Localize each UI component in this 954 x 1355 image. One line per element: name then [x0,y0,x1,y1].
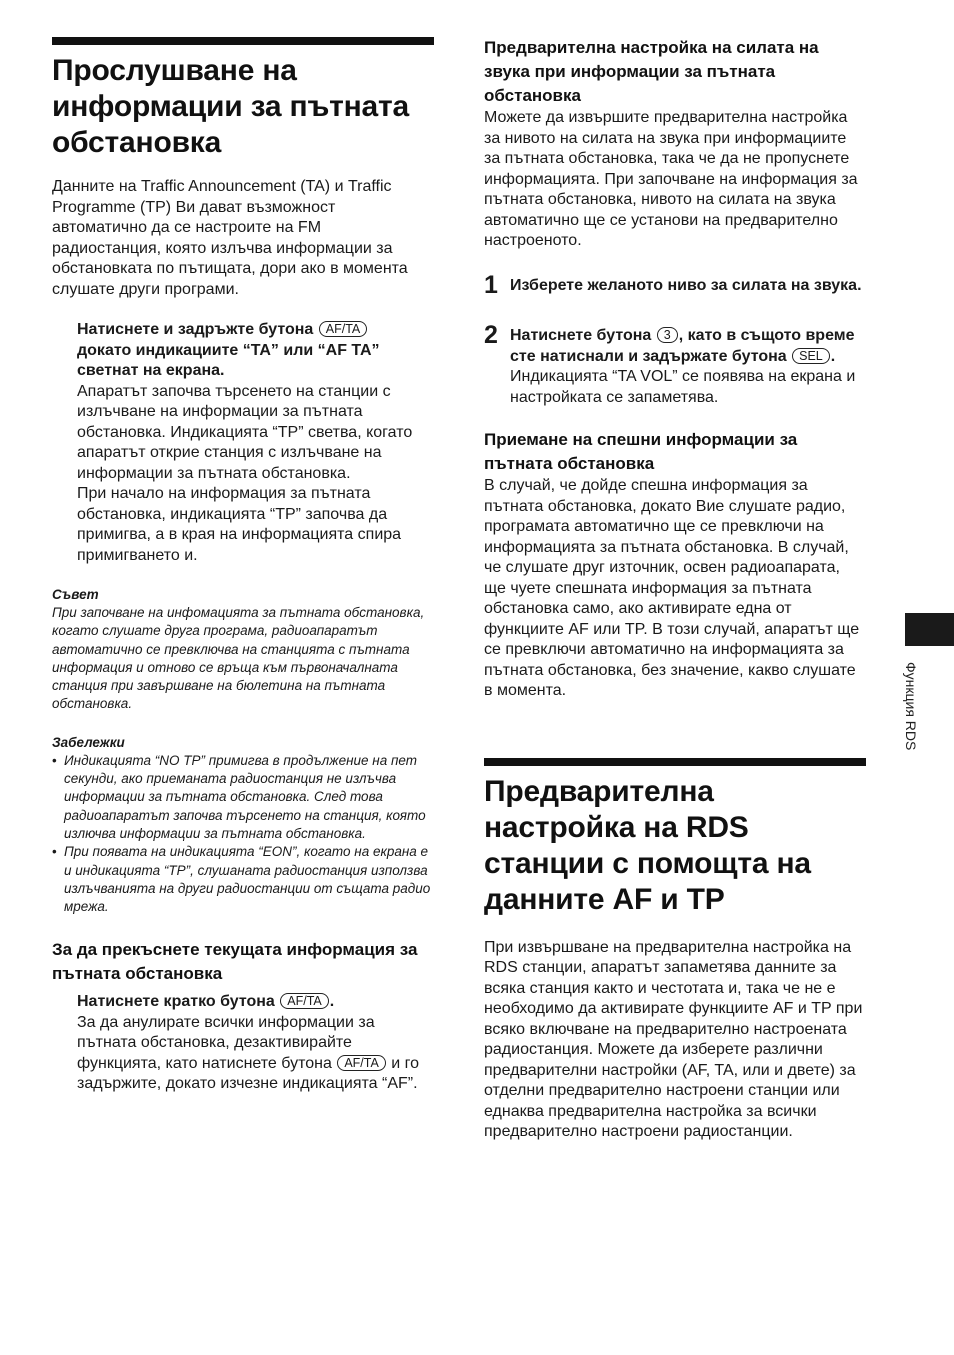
cancel-body-text-b: и го задържите, докато изчезне индикацията “AF”. [77,1054,420,1093]
chapter-side-label: Функция RDS [903,662,919,751]
key-afta-label: AF/TA [280,993,329,1009]
step-2 [484,321,866,408]
notes-list [52,752,434,917]
intro-paragraph: Данните на Traffic Announcement (TA) и Traffic Programme (TP) Ви дават възможност автоматично да се настроите на FM радиостанция, която излъчва информации за обстановката по пътищата, дори ако в момента слушате други програми. [52,178,408,298]
left-column [52,0,434,1095]
notes-heading: Забележки [52,734,125,750]
instruction-body-1: Апаратът започва търсенето на станции с излъчване на информации за пътната обстановка. Индикацията “TP” светва, когато апаратът открие станция с излъчване на информации за пътната обстановка. [77,382,413,482]
step-2-text-b: , като в същото време сте натиснали и задържате бутона [510,327,855,365]
section-title-rds-preset: Предварителна настройка на RDS станции с помощта на данните AF и TP [484,774,811,916]
key-3-label: 3 [657,327,678,343]
instruction-body-2: При начало на информация за пътната обстановка, индикацията “TP” започва да примигва, а в края на информацията спира примигването и. [77,485,402,564]
cancel-body-text-a: За да анулирате всички информации за пътната обстановка, дезактивирайте функцията, като натиснете бутона [77,1013,375,1072]
rds-preset-body: При извършване на предварителна настройка на RDS станции, апаратът запаметява данните за всяка станция както и честотата и, така че не е необходимо да активирате функциите AF и TP при всяко включване на предварително настроената радиостанция. Можете да изберете различни предварителни настройки (AF, TA, или и двете) за отделни предварително настроени станции или еднаква предварителна настройка за всички предварително настроени радиостанции. [484,938,863,1140]
step-2-text: Натиснете бутона 3 , като в същото време сте натиснали и задържате бутона SEL . [510,327,855,365]
section-title-traffic-info: Прослушване на информации за пътната обстановка [52,54,410,159]
step-1-text: Изберете желаното ниво за силата на звука. [510,276,862,294]
instruction-text-a: Натиснете и задръжте бутона [77,321,314,338]
key-afta-label: AF/TA [319,321,368,337]
emergency-body: В случай, че дойде спешна информация за пътната обстановка, докато Вие слушате радио, програмата автоматично ще се превключи на информацията за пътната обстановка. В случай, че слушате друг източник, освен радиоапарата, ще чуете спешната информация за пътната обстановка само, ако активирате една от функциите AF или TP. В този случай, апаратът ще се превключи автоматично на информацията за пътната обстановка, без значение, какво слушате в момента. [484,477,860,699]
emergency-heading: Приемане на спешни информации за пътната обстановка [484,430,798,473]
section-rule [52,37,434,45]
key-afta-label: AF/TA [337,1055,386,1071]
step-1 [484,270,866,299]
right-column [484,0,866,1143]
instruction-text-b: докато индикациите “TA” или “AF TA” светнат на екрана. [77,341,380,379]
step-2-body: Индикацията “TA VOL” се появява на екрана и настройката се запаметява. [510,368,856,406]
tip-text: При започване на инфомацията за пътната обстановка, когато слушате друга програма, радиоапаратът автоматично се превключва на станцията с пътната информация и отново се връща към първоначалната станция при завършване на бюлетина на пътната обстановка. [52,605,425,712]
step-number: 1 [484,270,498,299]
cancel-heading: За да прекъснете текущата информация за пътната обстановка [52,940,418,984]
cancel-instruction-text: Натиснете кратко бутона [77,993,275,1011]
note-item: • При появата на индикацията “EON”, когато на екрана е и индикацията “TP”, слушаната радиостанция използва излъчванията на други радиостанции от същата радио мрежа. [52,843,434,916]
instruction-hold-afta [77,320,434,382]
key-sel-label: SEL [792,348,830,364]
preset-volume-heading: Предварителна настройка на силата на звука при информации за пътната обстановка [484,38,819,105]
note-item: • Индикацията “NO TP” примигва в продължение на пет секунди, ако приеманата радиостанция не излъчва информации за пътната обстановка. След това радиоапаратът започва търсенето на станция, която излючва информации за пътната обстановка. [52,752,434,843]
cancel-body [77,1013,434,1095]
preset-volume-body: Можете да извършите предварителна настройка за нивото на силата на звука при информациите за пътната обстановка, така че да не пропуснете информацията. При започване на информация за пътната обстановка, нивото на силата на звука автоматично ще се установи на предварително настроеното. [484,109,858,249]
section-rule [484,758,866,766]
step-2-text-a: Натиснете бутона [510,327,652,344]
tip-heading: Съвет [52,587,99,602]
cancel-instruction: Натиснете кратко бутона AF/TA . [77,993,335,1011]
step-number: 2 [484,321,498,349]
chapter-tab [905,613,954,646]
